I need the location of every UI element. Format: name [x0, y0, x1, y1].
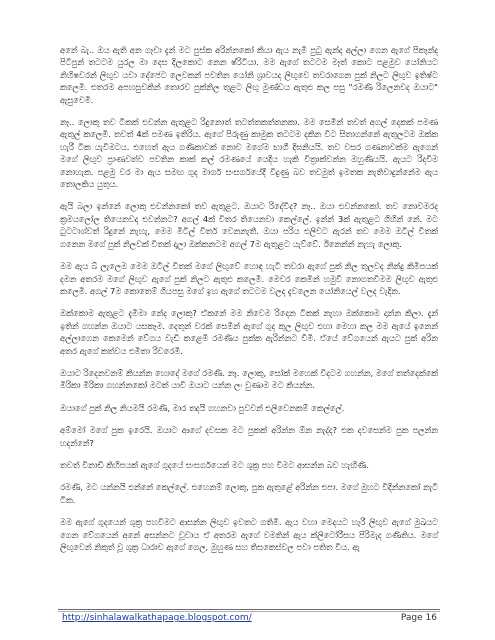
page-body	[60, 44, 438, 563]
paragraph-6: ඔයාට රිදෙනවනම් කියන්න හොදේ මගේ රමණී. නෑ. ලොකු, සෝක් මහෙක් විදටම ගහන්න, මගේ තත්දෙක්කේ මිරිකා මිරිකා ගහන්නකෝ මටක් යාවී ඔයාට යන්න ලං වුණාම මට කියන්න.	[60, 367, 438, 391]
page-number: Page 16	[400, 613, 437, 623]
paragraph-5: ඔක්කොම ඇතුළට දැමීමා නේද ලොකු? ඒකනේ මම නිවෙම රිදෙන ටිකක් නැහා ඔක්කොම දාන්න කිලා. දැන් ඉතින් ගහන්න ඔයාට යසකෑම. දෙතුන් වරක් සෙමින් ඇගේ ගුද කුල ලිඟුව එහා මෙහා කල මම ඇයේ ඉනෙන් අල්ලාගෙන කෙමෙන් වේගය වැඩි කළෙමි රමණීය පුක්ක ඇරින්නට වීමි. ඒයේ වේගයෙන් ඇයට පුක් අරින අතර ඇගේ කත්වය එමිතා රිවරෙමි.	[60, 308, 438, 356]
paragraph-11: මම ඇගේ ගුදයෙන් ශුක්‍ර පහවීමට ආසන්න ලිඟුව ඉවතට ගතිමි. ඇය වහා මෙදයට හැරී ලිඟුව ඇගේ මුඛයට ගෙන වේගයෙන් අනේ අසන්නට වූවාය ඒ අතරම ඇගේ වමතින් ඇය ක්ලිටෝරීසය පිරිමැද ගණිතිය. මගේ ලිඟුවෙන් නිකුත් වූ ශුක්‍ර ධාරාව ඇගේ ගෙල, මුහුණ සහ තිසකෙස්වල පවා පතිත විය. ඇ	[60, 517, 438, 552]
paragraph-2: නෑ.. ලොකු තව ටිකක් එවන්න ඇතුළට රිදුනොත් තටත්තකත්තනකා. මම සෙමින් තවත් අගල් දෙකක් පමණ ඇතුල් කලෙමි. තවත් 4ක් පමණ ඉතිරිය. ඇගේ පිරුණු කාමුක තටටම දකින විට සිතාගන්නේ ඇතුලටම ඔක්ක හැරී ටික යැවීමටය. එහෙත් ඇය ගණිකාවක් නොව මගේම භාගී දිඝනියයි. තව වසර ගණනාවක්ම ඇගෙන් මගේ ලිඟුව ප්‍රාණවත්ව පවතින කාක් කල් රමණයේ යෙදිය හැකි විත්‍රාක්වන්න ඔහුණියයි. ඇයට රිදවීම නොහැක. පළමු වර මා ඇය සමඟ ගුද මාර්ග සංසර්ගයේදී විදුණු බව තවමුත් ඉමතක නැතිවාදුන්නේම ඇය තොලකිය යුතුය.	[60, 117, 438, 190]
footer-blog-link[interactable]: http://sinhalawalkathapage.blogspot.com/	[62, 613, 252, 623]
footer-divider	[58, 609, 440, 610]
paragraph-7: ඔයාගේ පුක් නිල නියමයි රමණී, මාර තදයි ගහනවා පුවවන් එලිවෙනකම් කෙල්ලේ.	[60, 402, 345, 413]
paragraph-8: අම්මෝ මගේ පුක ඉරෙයි. ඔයාට ආගේ දවසක මට පුකක් අරින්න ඕන නැද්ද? එක දවසෙන්ම පුක පලන්න හදන්නේ?	[60, 425, 438, 448]
paragraph-4: මම ඇය බ් ලැලෙම මෙම ඔටිල් විතක් මගේ ලිඟුවේ හොඳ හැටි තවරා ඇගේ පුක් නිල තුලවද නින්දු කිමිපයක් දමන අතරම මගේ ලිඟුව ඇගේ පුක් නිලට ඇතුළු කලෙමි. මෙවර කෙමින් හමුවී නොගතවිමම ලිඟුව ඇතුළු කලෙමි. අගල් 7ම කොතෙම් ගියපසු මගේ ඉහ ඇගේ තටටම වලද දැවලෙන යෝනියෙල් වලද වැදින.	[60, 261, 438, 296]
paragraph-9: තවත් විනාඩි කිහිපයක් ඇගේ ගුදයේ සංසර්ගයෙන් මට ශුක්‍ර පහ වීමට ආසන්න බව හැඟිණි.	[60, 459, 370, 470]
paragraph-10: රමණී, මට යන්නයි එන්නේ කෙල්ලේ. එහෙනම් ලොකු, පුක ඇතුළේ අරින්න එපා. මගේ මුහට විදින්නකෝ නැටී ටික.	[60, 482, 438, 505]
paragraph-1: අනේ බැ.. ඔය ඇති අන ගෑවා දැන් මට පුස්ක අරින්නකෝ කියා ඇය නැමී පුටු ඇන්ද අල්ලා ගෙන ඇගේ පිකෑන්ද පිටිපුන් තටටම යුරල මා දෙස දිලකොට නෙන ෂ්රිටියා. මම ඇගේ තටටම මෑත් කොට පළමුව යෝනියට නිහිෂවරන් ලිඟුව යවා දේජෙට ලෙවකන් පවතින යෝනි ශ්‍රාවයද ලිඟුවෙ තවරාගෙන පුක් නිලට ලිඟුව ඉතිෂ්ට කලෙමි. එතරම අපහසුවකින් තොරව පුක්නිල තුළට ලිඟු මුණ්ඩය ඇතුළු කල පසු "රමණී රිලෙනවද ඔයාට" ඇසුවෙමි.	[60, 45, 438, 105]
paragraph-3: ඇයි බලා ඉන්නේ ලොකු එවන්නකෝ තව ඇතුළට. ඔයාට රිදේවිද? නෑ.. ඔයා එවන්නකෝ. තව නොවමරද ක්‍රමයලෝල තියෙනවද එවන්නට? අගල් 4ක් විතර තියෙනවා කෙල්ලේ. ඉන්න් 3ක් ඇතුළට ගිහින් නේ. මට ටුටටාශ්වත් රිදුනේ නැහැ, මෙම මිටිල් විතර් වෙනනැතී. ඔයා පරිය එලිවට ඇරන් තව මෙම ඔටිල් විතක් ගනෙන මගේ පුක් නිලවක් විතක් දාලා ඔක්කනටම අගල් 7ම ඇතුළට යැව්වේ. ඊනෙන්න් නැහැ ලොකු.	[60, 201, 438, 249]
footer-divider-secondary	[58, 611, 440, 612]
